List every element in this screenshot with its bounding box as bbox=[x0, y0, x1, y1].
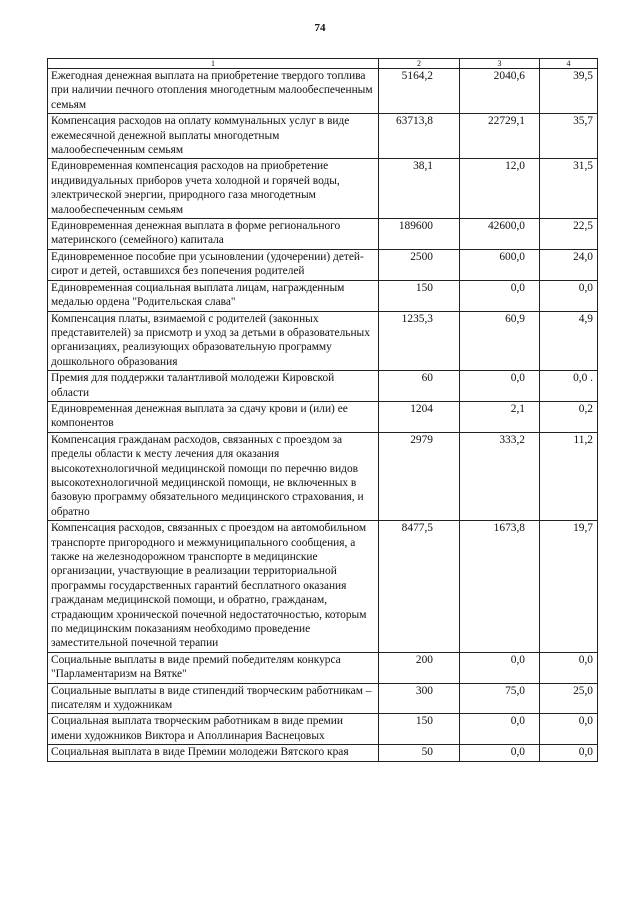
row-name-cell: Единовременная компенсация расходов на приобретение индивидуальных приборов учета холодной и горячей воды, электрической энергии, природного газа многодетным малообеспеченным семьям bbox=[48, 159, 379, 219]
row-name-cell: Социальная выплата в виде Премии молодежи Вятского края bbox=[48, 745, 379, 761]
row-value-col4: 35,7 bbox=[540, 114, 598, 159]
row-value-col3: 333,2 bbox=[460, 432, 540, 520]
row-value-col2: 2979 bbox=[379, 432, 460, 520]
row-value-col2: 50 bbox=[379, 745, 460, 761]
column-header-2: 2 bbox=[379, 59, 460, 69]
row-value-col3: 42600,0 bbox=[460, 219, 540, 250]
row-name-cell: Компенсация расходов на оплату коммунальных услуг в виде ежемесячной денежной выплаты многодетным малообеспеченным семьям bbox=[48, 114, 379, 159]
row-value-col2: 60 bbox=[379, 371, 460, 402]
table-row bbox=[48, 371, 598, 402]
row-value-col3: 0,0 bbox=[460, 280, 540, 311]
table-row bbox=[48, 219, 598, 250]
row-value-col3: 0,0 bbox=[460, 371, 540, 402]
row-value-col4: 0,2 bbox=[540, 401, 598, 432]
row-name-cell: Компенсация платы, взимаемой с родителей (законных представителей) за присмотр и уход за детьми в образовательных организациях, реализующих образовательную программу дошкольного образования bbox=[48, 311, 379, 371]
column-header-4: 4 bbox=[540, 59, 598, 69]
row-value-col3: 75,0 bbox=[460, 683, 540, 714]
table-row bbox=[48, 69, 598, 114]
row-value-col2: 1204 bbox=[379, 401, 460, 432]
row-value-col4: 24,0 bbox=[540, 249, 598, 280]
row-value-col4: 25,0 bbox=[540, 683, 598, 714]
table-row bbox=[48, 249, 598, 280]
table-row bbox=[48, 280, 598, 311]
row-value-col2: 8477,5 bbox=[379, 521, 460, 653]
row-name-cell: Социальная выплата творческим работникам в виде премии имени художников Виктора и Аполлинария Васнецовых bbox=[48, 714, 379, 745]
table-row bbox=[48, 521, 598, 653]
row-value-col3: 1673,8 bbox=[460, 521, 540, 653]
table-row bbox=[48, 652, 598, 683]
row-value-col4: 0,0 bbox=[540, 745, 598, 761]
header-row bbox=[48, 59, 598, 69]
table-body bbox=[48, 69, 598, 762]
row-value-col2: 2500 bbox=[379, 249, 460, 280]
row-value-col2: 200 bbox=[379, 652, 460, 683]
row-name-cell: Единовременная денежная выплата в форме регионального материнского (семейного) капитала bbox=[48, 219, 379, 250]
row-value-col2: 1235,3 bbox=[379, 311, 460, 371]
table-row bbox=[48, 311, 598, 371]
row-value-col2: 189600 bbox=[379, 219, 460, 250]
row-value-col2: 5164,2 bbox=[379, 69, 460, 114]
row-value-col2: 300 bbox=[379, 683, 460, 714]
row-name-cell: Социальные выплаты в виде стипендий творческим работникам – писателям и художникам bbox=[48, 683, 379, 714]
row-name-cell: Компенсация гражданам расходов, связанных с проездом за пределы области к месту лечения для оказания высокотехнологичной медицинской помощи по перечню видов высокотехнологичной медицинской помощи, не включенных в базовую программу обязательного медицинского страхования, и обратно bbox=[48, 432, 379, 520]
row-value-col3: 2,1 bbox=[460, 401, 540, 432]
table-row bbox=[48, 401, 598, 432]
row-value-col2: 63713,8 bbox=[379, 114, 460, 159]
row-value-col3: 2040,6 bbox=[460, 69, 540, 114]
row-value-col4: 0,0 bbox=[540, 714, 598, 745]
row-value-col4: 19,7 bbox=[540, 521, 598, 653]
row-value-col4: 0,0 bbox=[540, 652, 598, 683]
row-value-col4: 39,5 bbox=[540, 69, 598, 114]
row-value-col3: 600,0 bbox=[460, 249, 540, 280]
table-row bbox=[48, 114, 598, 159]
row-name-cell: Социальные выплаты в виде премий победителям конкурса "Парламентаризм на Вятке" bbox=[48, 652, 379, 683]
table-row bbox=[48, 714, 598, 745]
row-value-col4: 4,9 bbox=[540, 311, 598, 371]
row-value-col3: 0,0 bbox=[460, 714, 540, 745]
row-name-cell: Компенсация расходов, связанных с проездом на автомобильном транспорте пригородного и межмуниципального сообщения, а также на железнодорожном транспорте в медицинские организации, участвующие в реализации территориальной программы государственных гарантий бесплатного оказания гражданам медицинской помощи, и обратно, гражданам, страдающим хронической почечной недостаточностью, которым по медицинским показаниям необходимо проведение заместительной почечной терапии bbox=[48, 521, 379, 653]
table-row bbox=[48, 683, 598, 714]
row-value-col4: 22,5 bbox=[540, 219, 598, 250]
page-number: 74 bbox=[314, 22, 326, 34]
row-value-col4: 0,0 . bbox=[540, 371, 598, 402]
column-header-1: 1 bbox=[48, 59, 379, 69]
row-name-cell: Ежегодная денежная выплата на приобретение твердого топлива при наличии печного отопления многодетным малообеспеченным семьям bbox=[48, 69, 379, 114]
table-row bbox=[48, 432, 598, 520]
table-row bbox=[48, 745, 598, 761]
row-value-col2: 38,1 bbox=[379, 159, 460, 219]
row-value-col3: 22729,1 bbox=[460, 114, 540, 159]
row-value-col4: 0,0 bbox=[540, 280, 598, 311]
row-name-cell: Единовременная социальная выплата лицам, награжденным медалью ордена "Родительская слава" bbox=[48, 280, 379, 311]
row-value-col4: 31,5 bbox=[540, 159, 598, 219]
column-header-3: 3 bbox=[460, 59, 540, 69]
row-name-cell: Единовременная денежная выплата за сдачу крови и (или) ее компонентов bbox=[48, 401, 379, 432]
row-value-col3: 12,0 bbox=[460, 159, 540, 219]
row-value-col3: 0,0 bbox=[460, 745, 540, 761]
row-value-col2: 150 bbox=[379, 280, 460, 311]
row-name-cell: Премия для поддержки талантливой молодежи Кировской области bbox=[48, 371, 379, 402]
row-value-col2: 150 bbox=[379, 714, 460, 745]
row-value-col3: 0,0 bbox=[460, 652, 540, 683]
table-row bbox=[48, 159, 598, 219]
budget-table bbox=[47, 58, 598, 762]
row-value-col4: 11,2 bbox=[540, 432, 598, 520]
row-name-cell: Единовременное пособие при усыновлении (удочерении) детей-сирот и детей, оставшихся без попечения родителей bbox=[48, 249, 379, 280]
row-value-col3: 60,9 bbox=[460, 311, 540, 371]
